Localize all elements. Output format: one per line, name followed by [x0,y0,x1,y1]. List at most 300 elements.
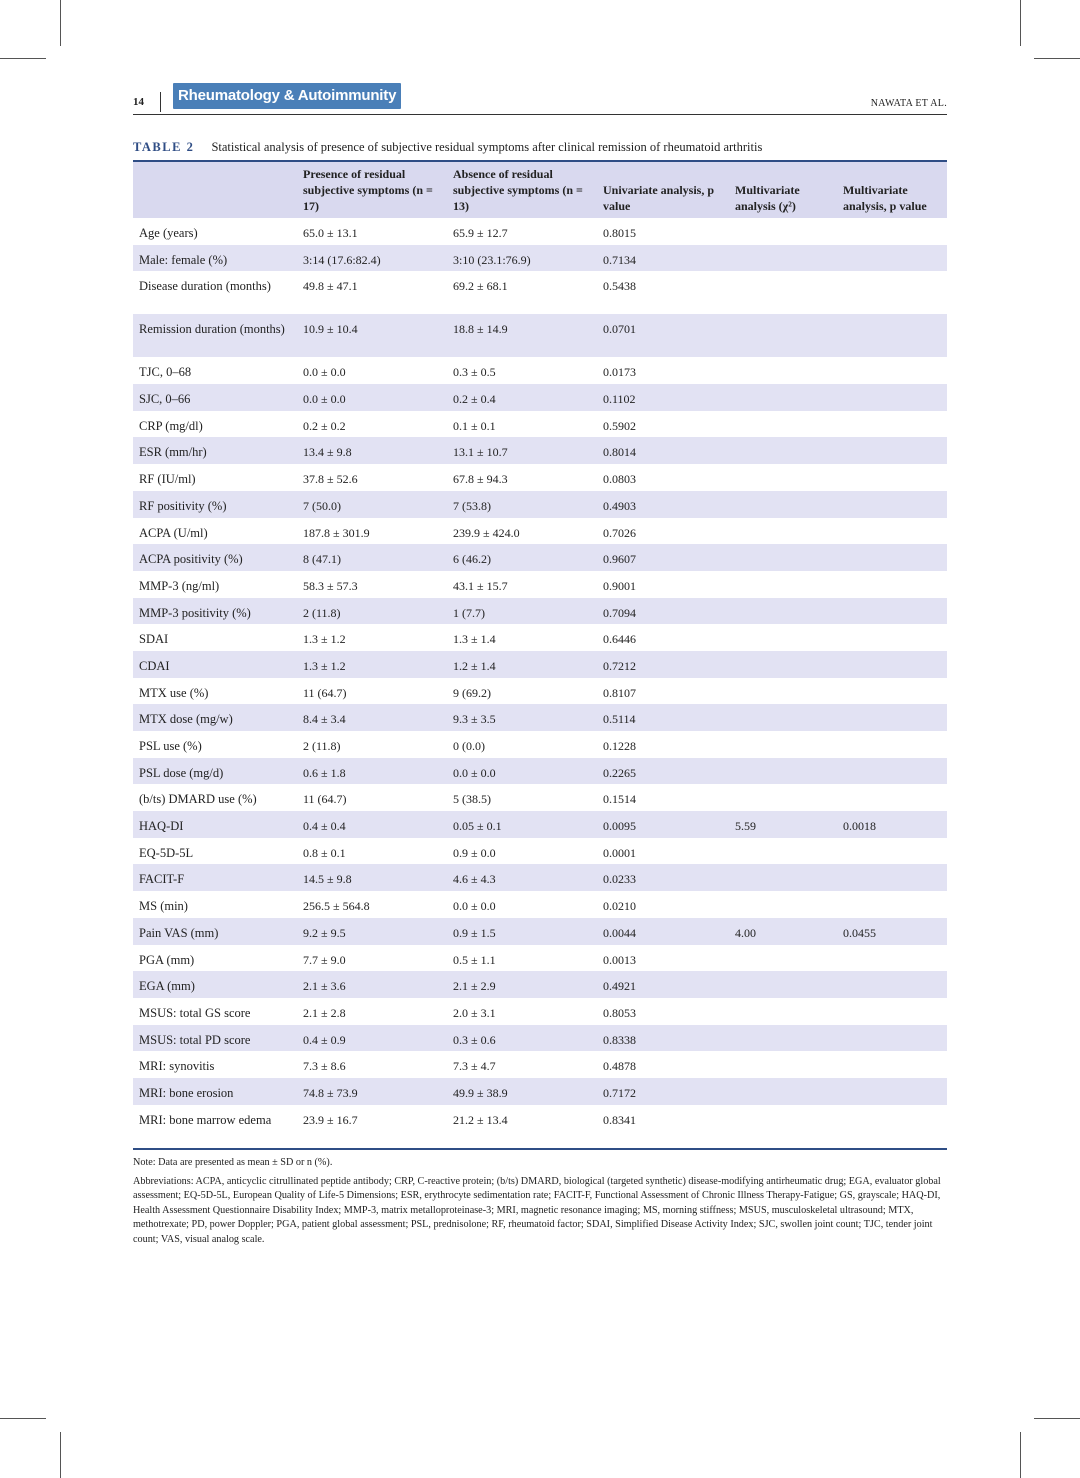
cell-text: 0.9001 [603,578,636,593]
row-label [133,271,297,314]
cell-text [843,357,943,364]
cell-text: 0.0803 [603,472,636,487]
table-row [133,1051,947,1078]
cell-text: 1.2 ± 1.4 [453,658,496,673]
cell-text: (b/ts) DMARD use (%) [139,792,257,807]
cell-text: 0.4921 [603,979,636,994]
table-cell [447,678,597,705]
cell-text [843,704,943,711]
table-row [133,598,947,625]
cell-text: FACIT-F [139,872,185,887]
table-cell [297,731,447,758]
cell-text: 0.8338 [603,1032,636,1047]
cell-text: 239.9 ± 424.0 [453,525,520,540]
cell-text [735,384,833,391]
table-cell [297,464,447,491]
table-cell [297,411,447,438]
cell-text: ACPA positivity (%) [139,552,243,567]
cell-text [843,571,943,578]
cell-text: 69.2 ± 68.1 [453,279,508,294]
row-label [133,838,297,865]
page-number: 14 [133,96,144,108]
cell-text: 0.6446 [603,632,636,647]
cell-text: MRI: bone marrow edema [139,1112,272,1127]
table-cell [447,1105,597,1148]
table-cell [297,491,447,518]
cell-text [843,1105,943,1112]
table-cell [837,624,947,651]
table-cell [729,437,837,464]
table-cell [729,357,837,384]
table-row [133,384,947,411]
cell-text: 7 (53.8) [453,498,491,513]
cell-text: 7.3 ± 8.6 [303,1059,346,1074]
table-cell [837,1025,947,1052]
cell-text [735,838,833,845]
table-cell [597,1051,729,1078]
row-label [133,678,297,705]
table-cell [837,518,947,545]
table-cell [447,245,597,272]
cell-text [843,411,943,418]
table-cell [447,1025,597,1052]
row-label [133,437,297,464]
cell-text: Male: female (%) [139,252,228,267]
cell-text: 0.4878 [603,1059,636,1074]
cell-text: 14.5 ± 9.8 [303,872,352,887]
row-label [133,651,297,678]
cell-text: 0.5438 [603,279,636,294]
row-label [133,784,297,811]
table-cell [597,624,729,651]
cell-text [843,437,943,444]
table-cell [297,598,447,625]
table-cell [837,1105,947,1148]
table-cell [447,945,597,972]
cell-text: 7.7 ± 9.0 [303,952,346,967]
cell-text [843,624,943,631]
table-cell [729,784,837,811]
cell-text: 1.3 ± 1.4 [453,632,496,647]
cell-text [843,245,943,252]
row-label [133,245,297,272]
table-cell [447,411,597,438]
cell-text [735,784,833,791]
table-cell [597,918,729,945]
cell-text: 0.7026 [603,525,636,540]
cell-text: 1 (7.7) [453,605,485,620]
cell-text: 8 (47.1) [303,552,341,567]
table-row [133,518,947,545]
row-label [133,624,297,651]
table-cell [597,1105,729,1148]
cell-text [843,598,943,605]
table-cell [597,1078,729,1105]
cell-text: 0.0210 [603,899,636,914]
cell-text: MTX dose (mg/w) [139,712,233,727]
table-cell [297,704,447,731]
table-container [133,160,947,1150]
cell-text [843,678,943,685]
cell-text: MMP-3 (ng/ml) [139,578,220,593]
table-cell [597,891,729,918]
table-cell [447,971,597,998]
table-row [133,704,947,731]
table-cell [597,971,729,998]
cell-text: 0.0173 [603,365,636,380]
column-header: Presence of residual subjective symptoms (n = 17) [303,167,433,213]
table-row [133,811,947,838]
table-cell [447,314,597,357]
table-cell [729,731,837,758]
cell-text: 2.1 ± 2.9 [453,979,496,994]
table-cell [837,464,947,491]
table-row [133,758,947,785]
cell-text: 0.0455 [843,925,876,940]
table-cell [597,491,729,518]
row-label [133,918,297,945]
table-cell [729,1051,837,1078]
table-cell [729,245,837,272]
table-cell [597,704,729,731]
cell-text [735,571,833,578]
cell-text: 2 (11.8) [303,739,341,753]
cell-text: 67.8 ± 94.3 [453,472,508,487]
table-cell [729,704,837,731]
cell-text: ACPA (U/ml) [139,525,208,540]
cell-text: PSL dose (mg/d) [139,765,224,780]
cell-text [735,998,833,1005]
cell-text: 74.8 ± 73.9 [303,1085,358,1100]
cell-text: 11 (64.7) [303,792,347,807]
cell-text [843,838,943,845]
cell-text [843,891,943,898]
cell-text: 0.8053 [603,1005,636,1020]
cell-text: 0.5902 [603,418,636,433]
cell-text: 3:14 (17.6:82.4) [303,252,381,267]
cell-text: 0.3 ± 0.5 [453,365,496,380]
row-label [133,758,297,785]
table-cell [447,731,597,758]
cell-text: 0.8015 [603,226,636,240]
cell-text [735,651,833,658]
cell-text [735,1025,833,1032]
table-cell [837,811,947,838]
table-cell [447,464,597,491]
cell-text: Pain VAS (mm) [139,925,219,940]
table-cell [597,464,729,491]
table-cell [729,918,837,945]
table-cell [837,491,947,518]
table-cell [729,758,837,785]
cell-text [735,491,833,498]
table-cell [837,357,947,384]
table-cell [597,384,729,411]
row-label [133,864,297,891]
cell-text: 0.4 ± 0.9 [303,1032,346,1047]
row-label [133,998,297,1025]
table-footnotes [133,1156,947,1248]
cell-text: RF (IU/ml) [139,472,196,487]
table-label: TABLE 2 [133,140,195,154]
crop-mark [60,0,61,46]
cell-text: 0.0044 [603,925,636,940]
table-row [133,491,947,518]
column-header: Univariate analysis, p value [603,183,715,213]
table-cell [837,411,947,438]
cell-text: 2.0 ± 3.1 [453,1005,496,1020]
table-cell [729,678,837,705]
cell-text: 7 (50.0) [303,498,341,513]
row-label [133,704,297,731]
crop-mark [1034,1418,1080,1419]
cell-text [843,218,943,225]
cell-text: 0.0701 [603,322,636,337]
table-cell [837,731,947,758]
cell-text: Remission duration (months) [139,322,285,337]
table-cell [297,918,447,945]
cell-text: 0.0 ± 0.0 [303,365,346,380]
table-cell [297,1078,447,1105]
table-cell [729,464,837,491]
table-row [133,864,947,891]
cell-text: 0.6 ± 1.8 [303,765,346,780]
table-cell [597,544,729,571]
cell-text [735,1105,833,1112]
column-header: Multivariate analysis (χ²) [735,183,800,213]
cell-text: 256.5 ± 564.8 [303,899,370,914]
table-cell [447,838,597,865]
table-cell [729,1105,837,1148]
cell-text: 49.8 ± 47.1 [303,279,358,294]
cell-text: SDAI [139,632,169,647]
cell-text: 0.0233 [603,872,636,887]
table-cell [837,1078,947,1105]
header-separator [160,92,161,112]
table-cell [597,811,729,838]
cell-text: TJC, 0–68 [139,365,192,380]
cell-text: 9.2 ± 9.5 [303,925,346,940]
cell-text: 0.7212 [603,658,636,673]
column-header [133,161,297,218]
table-cell [729,218,837,245]
table-cell [447,624,597,651]
table-row [133,918,947,945]
row-label [133,731,297,758]
cell-text [843,784,943,791]
cell-text [735,464,833,471]
table-header-row [133,161,947,218]
table-cell [297,1105,447,1148]
table-cell [447,811,597,838]
table-cell [837,245,947,272]
table-cell [447,218,597,245]
cell-text: 0.1102 [603,392,636,407]
cell-text: 0.0001 [603,845,636,860]
table-cell [837,864,947,891]
table-cell [837,945,947,972]
cell-text [735,245,833,252]
cell-text: 1.3 ± 1.2 [303,658,346,673]
row-label [133,811,297,838]
table-cell [597,437,729,464]
table-cell [297,544,447,571]
cell-text [843,464,943,471]
table-row [133,544,947,571]
table-row [133,437,947,464]
row-label [133,518,297,545]
row-label [133,1051,297,1078]
cell-text [735,411,833,418]
table-cell [729,314,837,357]
table-cell [297,651,447,678]
table-cell [597,357,729,384]
cell-text [843,758,943,765]
results-table [133,160,947,1148]
table-row [133,571,947,598]
table-row [133,357,947,384]
cell-text: 0.0018 [843,819,876,834]
footnote-abbreviations: Abbreviations: ACPA, anticyclic citrullinated peptide antibody; CRP, C-reactive protein; (b/ts) DMARD, biological (targeted synthetic) disease-modifying antirheumatic drug; EGA, evaluator global assessment; EQ-5D-5L, European Quality of Life-5 Dimensions; ESR, erythrocyte sedimentation rate; FACIT-F, Functional Assessment of Chronic Illness Therapy-Fatigue; GS, grayscale; HAQ-DI, Health Assessment Questionnaire Disability Index; MMP-3, matrix metalloproteinase-3; MRI, magnetic resonance imaging; MS, morning stiffness; MSUS, musculoskeletal ultrasound; MTX, methotrexate; PD, power Doppler; PGA, patient global assessment; PSL, prednisolone; RF, rheumatoid factor; SDAI, Simplified Disease Activity Index; SJC, swollen joint count; TJC, tender joint count; VAS, visual analog scale. [133,1175,941,1245]
header-rule [133,114,947,115]
table-cell [729,971,837,998]
cell-text: 9 (69.2) [453,685,491,700]
table-cell [729,864,837,891]
row-label [133,1025,297,1052]
running-head: NAWATA ET AL. [870,98,947,109]
table-cell [729,544,837,571]
cell-text: 0.4903 [603,498,636,513]
row-label [133,464,297,491]
cell-text [843,945,943,952]
table-cell [837,598,947,625]
cell-text: 0.0095 [603,819,636,834]
table-cell [297,998,447,1025]
table-cell [837,678,947,705]
cell-text: MRI: bone erosion [139,1085,234,1100]
row-label [133,218,297,245]
cell-text: PSL use (%) [139,739,202,753]
crop-mark [1020,0,1021,46]
cell-text [843,271,943,278]
row-label [133,384,297,411]
table-cell [729,1025,837,1052]
table-cell [837,544,947,571]
cell-text [735,437,833,444]
cell-text: 2.1 ± 3.6 [303,979,346,994]
table-cell [729,651,837,678]
row-label [133,411,297,438]
table-cell [729,384,837,411]
table-cell [447,357,597,384]
table-cell [447,437,597,464]
table-row [133,464,947,491]
table-cell [297,437,447,464]
row-label [133,491,297,518]
cell-text: 7.3 ± 4.7 [453,1059,496,1074]
table-cell [837,704,947,731]
cell-text: 65.9 ± 12.7 [453,226,508,240]
cell-text: 49.9 ± 38.9 [453,1085,508,1100]
row-label [133,357,297,384]
table-cell [447,544,597,571]
cell-text [843,384,943,391]
cell-text: 8.4 ± 3.4 [303,712,346,727]
table-row [133,651,947,678]
table-cell [447,1078,597,1105]
cell-text: RF positivity (%) [139,498,227,513]
journal-logo: Rheumatology & Autoimmunity [173,83,401,109]
table-cell [837,314,947,357]
table-cell [729,271,837,314]
cell-text: 0.7172 [603,1085,636,1100]
table-cell [447,864,597,891]
cell-text: 3:10 (23.1:76.9) [453,252,531,267]
table-cell [597,864,729,891]
cell-text [735,314,833,321]
cell-text: 43.1 ± 15.7 [453,578,508,593]
cell-text: 6 (46.2) [453,552,491,567]
column-header: Multivariate analysis, p value [843,183,927,213]
cell-text: 18.8 ± 14.9 [453,322,508,337]
table-cell [597,998,729,1025]
cell-text: 5.59 [735,819,756,834]
table-cell [597,731,729,758]
table-cell [597,945,729,972]
cell-text: CDAI [139,658,170,673]
cell-text [735,271,833,278]
table-cell [729,998,837,1025]
table-cell [297,811,447,838]
cell-text [843,1025,943,1032]
cell-text: 0.2 ± 0.4 [453,392,496,407]
cell-text: 2 (11.8) [303,605,341,620]
cell-text [735,945,833,952]
cell-text: 0.2 ± 0.2 [303,418,346,433]
table-cell [447,518,597,545]
cell-text [843,1078,943,1085]
table-cell [297,384,447,411]
cell-text [735,624,833,631]
cell-text: 0.2265 [603,765,636,780]
cell-text: 9.3 ± 3.5 [453,712,496,727]
cell-text [735,971,833,978]
table-cell [447,1051,597,1078]
row-label [133,544,297,571]
cell-text [735,864,833,871]
table-cell [597,758,729,785]
cell-text: 187.8 ± 301.9 [303,525,370,540]
table-cell [447,598,597,625]
table-cell [447,271,597,314]
table-cell [729,518,837,545]
table-row [133,731,947,758]
table-cell [729,945,837,972]
table-cell [597,1025,729,1052]
cell-text: MS (min) [139,899,188,914]
table-row [133,314,947,357]
row-label [133,945,297,972]
cell-text: 0.1 ± 0.1 [453,418,496,433]
cell-text: 4.6 ± 4.3 [453,872,496,887]
table-cell [837,998,947,1025]
cell-text: 0.7094 [603,605,636,620]
cell-text: MSUS: total GS score [139,1005,251,1020]
cell-text: 0.0013 [603,952,636,967]
cell-text [735,357,833,364]
cell-text [735,544,833,551]
table-cell [447,384,597,411]
